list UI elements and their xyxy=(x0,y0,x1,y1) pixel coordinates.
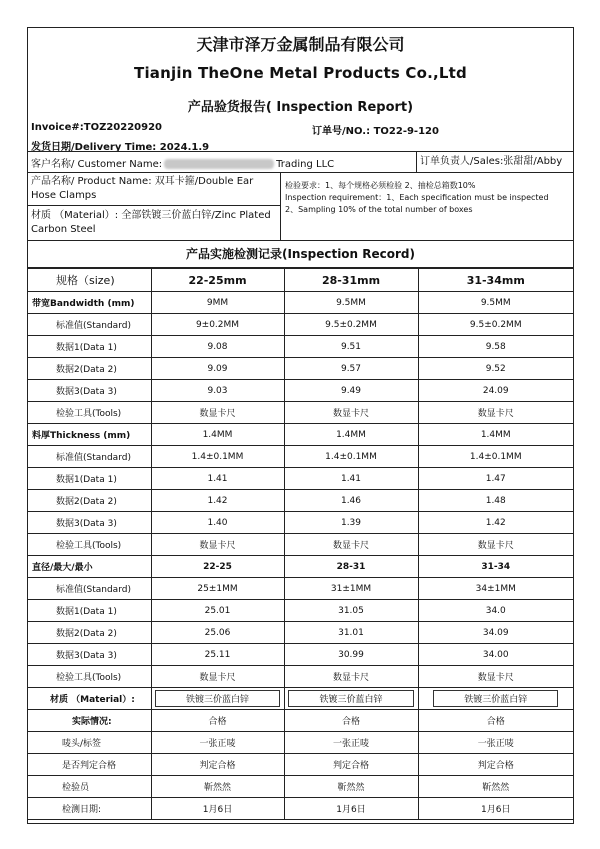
record-cell: 9.5MM xyxy=(284,292,418,314)
record-cell: 1月6日 xyxy=(284,798,418,820)
customer-row xyxy=(28,151,573,173)
record-row-label: 标准值(Standard) xyxy=(28,446,151,468)
record-row xyxy=(28,776,573,798)
record-cell: 9.09 xyxy=(151,358,284,380)
record-row xyxy=(28,644,573,666)
record-cell: 数显卡尺 xyxy=(151,402,284,424)
product-block xyxy=(28,172,573,241)
record-cell: 数显卡尺 xyxy=(418,402,573,424)
sales-person: 订单负责人/Sales:张甜甜/Abby xyxy=(416,152,562,172)
record-cell: 合格 xyxy=(284,710,418,732)
record-row xyxy=(28,402,573,424)
record-cell xyxy=(151,688,284,710)
record-cell: 31.05 xyxy=(284,600,418,622)
company-name-cn: 天津市泽万金属制品有限公司 xyxy=(196,35,405,54)
delivery-time: 发货日期/Delivery Time: 2024.1.9 xyxy=(31,142,210,153)
record-cell: 1.4MM xyxy=(151,424,284,446)
record-cell: 25.11 xyxy=(151,644,284,666)
record-cell: 28-31 xyxy=(284,556,418,578)
invoice-number: Invoice#:TOZ20220920 xyxy=(31,122,162,133)
record-row-label: 是否判定合格 xyxy=(28,754,151,776)
record-cell: 31-34mm xyxy=(418,269,573,292)
record-row xyxy=(28,269,573,292)
record-cell: 数显卡尺 xyxy=(284,402,418,424)
record-cell xyxy=(284,688,418,710)
record-cell: 1.4±0.1MM xyxy=(418,446,573,468)
record-cell: 1.4±0.1MM xyxy=(151,446,284,468)
record-row-label: 检验员 xyxy=(28,776,151,798)
record-cell: 9.5±0.2MM xyxy=(418,314,573,336)
record-row-label: 数据2(Data 2) xyxy=(28,622,151,644)
record-cell: 数显卡尺 xyxy=(284,666,418,688)
record-cell: 9.57 xyxy=(284,358,418,380)
record-cell: 数显卡尺 xyxy=(151,534,284,556)
record-cell: 1.46 xyxy=(284,490,418,512)
inspection-record-table xyxy=(28,268,573,820)
record-row xyxy=(28,512,573,534)
record-cell: 9MM xyxy=(151,292,284,314)
record-row xyxy=(28,534,573,556)
record-cell: 34±1MM xyxy=(418,578,573,600)
record-row-label: 数据3(Data 3) xyxy=(28,512,151,534)
record-row xyxy=(28,292,573,314)
record-cell: 1.47 xyxy=(418,468,573,490)
record-cell: 1月6日 xyxy=(418,798,573,820)
record-row xyxy=(28,688,573,710)
record-row xyxy=(28,798,573,820)
record-cell: 22-25 xyxy=(151,556,284,578)
record-cell: 9.49 xyxy=(284,380,418,402)
inspection-requirements xyxy=(285,180,570,216)
record-row xyxy=(28,490,573,512)
record-cell: 1.42 xyxy=(151,490,284,512)
record-cell: 数显卡尺 xyxy=(151,666,284,688)
record-row-label: 检验工具(Tools) xyxy=(28,666,151,688)
product-info xyxy=(28,172,281,240)
record-cell: 一张正唛 xyxy=(284,732,418,754)
record-row-label: 检验工具(Tools) xyxy=(28,402,151,424)
record-row xyxy=(28,380,573,402)
record-row-label: 标准值(Standard) xyxy=(28,578,151,600)
requirement-cn: 检验要求：1、每个规格必须检验 2、抽检总箱数10% xyxy=(285,181,476,190)
record-row-label: 数据1(Data 1) xyxy=(28,336,151,358)
record-cell: 1.39 xyxy=(284,512,418,534)
record-cell: 靳然然 xyxy=(418,776,573,798)
record-cell: 1.41 xyxy=(151,468,284,490)
record-row xyxy=(28,358,573,380)
record-cell: 25.06 xyxy=(151,622,284,644)
record-cell: 合格 xyxy=(151,710,284,732)
record-cell: 1.42 xyxy=(418,512,573,534)
record-row xyxy=(28,600,573,622)
record-cell: 一张正唛 xyxy=(418,732,573,754)
record-cell: 34.09 xyxy=(418,622,573,644)
record-row-label: 检验工具(Tools) xyxy=(28,534,151,556)
requirement-en-2: 2、Sampling 10% of the total number of boxes xyxy=(285,205,473,214)
record-row-label: 带宽Bandwidth (mm) xyxy=(28,292,151,314)
record-cell: 靳然然 xyxy=(284,776,418,798)
record-row-label: 检测日期: xyxy=(28,798,151,820)
record-cell: 31-34 xyxy=(418,556,573,578)
record-cell: 数显卡尺 xyxy=(418,666,573,688)
record-cell: 31±1MM xyxy=(284,578,418,600)
redacted-customer-name xyxy=(164,159,274,169)
record-cell: 1.4MM xyxy=(284,424,418,446)
record-row xyxy=(28,622,573,644)
record-cell-value: 铁镀三价蓝白锌 xyxy=(288,690,413,707)
record-cell-value: 铁镀三价蓝白锌 xyxy=(155,690,280,707)
record-cell: 一张正唛 xyxy=(151,732,284,754)
record-cell xyxy=(418,688,573,710)
record-row-label: 规格（size) xyxy=(28,269,151,292)
record-row xyxy=(28,754,573,776)
customer-name-suffix: Trading LLC xyxy=(276,159,335,170)
record-cell: 9±0.2MM xyxy=(151,314,284,336)
inspection-record-title: 产品实施检测记录(Inspection Record) xyxy=(28,241,573,268)
record-cell: 判定合格 xyxy=(284,754,418,776)
record-cell: 数显卡尺 xyxy=(418,534,573,556)
record-cell: 1.48 xyxy=(418,490,573,512)
record-row xyxy=(28,578,573,600)
record-row-label: 材质 （Material）: xyxy=(28,688,151,710)
record-cell: 判定合格 xyxy=(418,754,573,776)
record-cell: 判定合格 xyxy=(151,754,284,776)
record-cell: 22-25mm xyxy=(151,269,284,292)
record-cell: 34.0 xyxy=(418,600,573,622)
customer-name xyxy=(31,155,334,170)
record-row-label: 直径/最大/最小 xyxy=(28,556,151,578)
company-name-en: Tianjin TheOne Metal Products Co.,Ltd xyxy=(134,64,467,82)
record-cell: 9.08 xyxy=(151,336,284,358)
record-cell: 9.03 xyxy=(151,380,284,402)
record-row-label: 标准值(Standard) xyxy=(28,314,151,336)
record-row-label: 数据2(Data 2) xyxy=(28,358,151,380)
record-cell: 25±1MM xyxy=(151,578,284,600)
record-row xyxy=(28,336,573,358)
record-row-label: 数据1(Data 1) xyxy=(28,468,151,490)
record-row xyxy=(28,468,573,490)
record-cell: 1.40 xyxy=(151,512,284,534)
requirement-en-1: Inspection requirement：1、Each specification must be inspected xyxy=(285,193,549,202)
report-title: 产品验货报告( Inspection Report) xyxy=(187,100,414,115)
record-cell: 9.52 xyxy=(418,358,573,380)
order-number: 订单号/NO.: TO22-9-120 xyxy=(312,126,439,137)
record-row-label: 数据2(Data 2) xyxy=(28,490,151,512)
record-cell: 28-31mm xyxy=(284,269,418,292)
record-row-label: 实际情况: xyxy=(28,710,151,732)
record-cell-value: 铁镀三价蓝白锌 xyxy=(433,690,558,707)
record-cell: 1.41 xyxy=(284,468,418,490)
record-cell: 31.01 xyxy=(284,622,418,644)
record-cell: 靳然然 xyxy=(151,776,284,798)
record-row xyxy=(28,556,573,578)
record-row xyxy=(28,424,573,446)
record-cell: 30.99 xyxy=(284,644,418,666)
product-material-cell xyxy=(28,205,280,241)
record-cell: 合格 xyxy=(418,710,573,732)
product-material: 材质 （Material）: 全部铁镀三价蓝白锌/Zinc Plated Carbon Steel xyxy=(31,210,271,235)
record-row-label: 料厚Thickness (mm) xyxy=(28,424,151,446)
record-cell: 1月6日 xyxy=(151,798,284,820)
record-cell: 34.00 xyxy=(418,644,573,666)
record-row-label: 数据3(Data 3) xyxy=(28,644,151,666)
record-row xyxy=(28,732,573,754)
record-cell: 1.4MM xyxy=(418,424,573,446)
record-row xyxy=(28,446,573,468)
product-name: 产品名称/ Product Name: 双耳卡箍/Double Ear Hose Clamps xyxy=(31,176,254,201)
record-row xyxy=(28,314,573,336)
record-cell: 25.01 xyxy=(151,600,284,622)
record-cell: 9.5±0.2MM xyxy=(284,314,418,336)
record-row-label: 数据3(Data 3) xyxy=(28,380,151,402)
record-cell: 9.51 xyxy=(284,336,418,358)
record-cell: 9.5MM xyxy=(418,292,573,314)
record-row xyxy=(28,710,573,732)
record-row-label: 唛头/标签 xyxy=(28,732,151,754)
record-row-label: 数据1(Data 1) xyxy=(28,600,151,622)
record-row xyxy=(28,666,573,688)
record-cell: 24.09 xyxy=(418,380,573,402)
record-cell: 数显卡尺 xyxy=(284,534,418,556)
inspection-report-sheet xyxy=(27,27,574,824)
record-cell: 9.58 xyxy=(418,336,573,358)
record-cell: 1.4±0.1MM xyxy=(284,446,418,468)
customer-name-label: 客户名称/ Customer Name: xyxy=(31,159,163,170)
